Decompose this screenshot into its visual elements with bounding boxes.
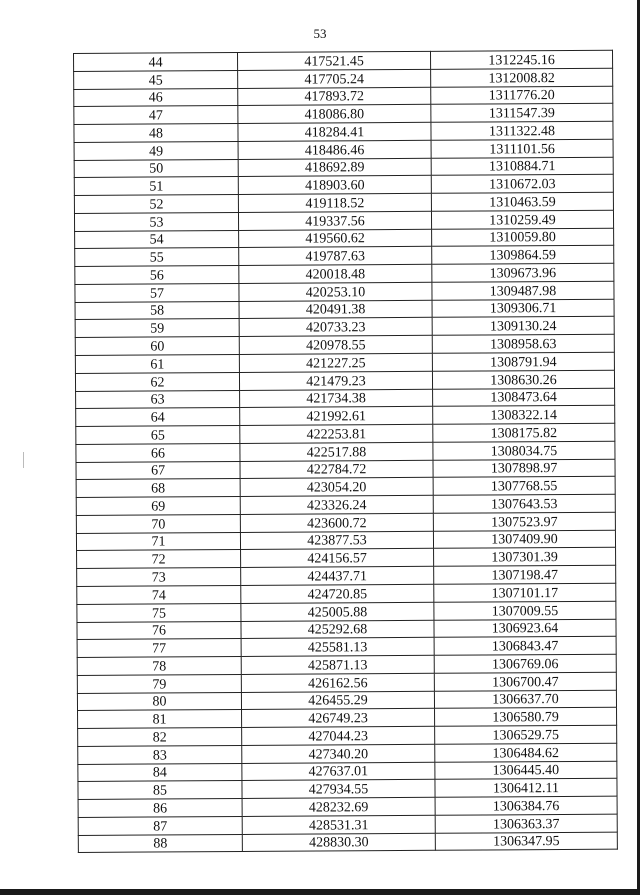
x-coordinate-cell: 425581.13	[241, 638, 434, 657]
y-coordinate-cell: 1306769.06	[434, 654, 616, 673]
y-coordinate-cell: 1309673.96	[432, 263, 614, 282]
x-coordinate-cell: 426749.23	[242, 709, 435, 728]
x-coordinate-cell: 428232.69	[242, 797, 435, 816]
x-coordinate-cell: 421227.25	[239, 353, 432, 372]
y-coordinate-cell: 1310463.59	[431, 192, 613, 211]
x-coordinate-cell: 422784.72	[240, 460, 433, 479]
point-number-cell: 76	[77, 621, 241, 640]
point-number-cell: 67	[76, 461, 240, 480]
y-coordinate-cell: 1310059.80	[432, 228, 614, 247]
point-number-cell: 65	[76, 426, 240, 445]
y-coordinate-cell: 1307768.55	[433, 477, 615, 496]
x-coordinate-cell: 422253.81	[240, 424, 433, 443]
point-number-cell: 83	[78, 745, 242, 764]
point-number-cell: 69	[76, 497, 240, 516]
y-coordinate-cell: 1306363.37	[435, 814, 617, 833]
y-coordinate-cell: 1310884.71	[431, 157, 613, 176]
x-coordinate-cell: 421992.61	[240, 407, 433, 426]
point-number-cell: 79	[77, 674, 241, 693]
x-coordinate-cell: 420978.55	[239, 336, 432, 355]
point-number-cell: 64	[76, 408, 240, 427]
y-coordinate-cell: 1311101.56	[431, 139, 613, 158]
point-number-cell: 48	[74, 124, 238, 143]
point-number-cell: 73	[77, 568, 241, 587]
coordinates-table-wrapper	[73, 50, 614, 857]
y-coordinate-cell: 1308322.14	[433, 406, 615, 425]
y-coordinate-cell: 1307898.97	[433, 459, 615, 478]
x-coordinate-cell: 424156.57	[241, 549, 434, 568]
y-coordinate-cell: 1308958.63	[432, 334, 614, 353]
x-coordinate-cell: 424720.85	[241, 584, 434, 603]
x-coordinate-cell: 420491.38	[239, 300, 432, 319]
point-number-cell: 72	[77, 550, 241, 569]
y-coordinate-cell: 1308791.94	[432, 352, 614, 371]
point-number-cell: 81	[78, 710, 242, 729]
x-coordinate-cell: 426455.29	[241, 691, 434, 710]
y-coordinate-cell: 1306580.79	[435, 708, 617, 727]
y-coordinate-cell: 1306347.95	[435, 832, 617, 851]
point-number-cell: 51	[74, 177, 238, 196]
x-coordinate-cell: 418903.60	[238, 176, 431, 195]
y-coordinate-cell: 1309864.59	[432, 246, 614, 265]
point-number-cell: 56	[75, 266, 239, 285]
x-coordinate-cell: 423326.24	[240, 495, 433, 514]
point-number-cell: 63	[76, 390, 240, 409]
x-coordinate-cell: 425005.88	[241, 602, 434, 621]
y-coordinate-cell: 1312245.16	[430, 50, 612, 69]
y-coordinate-cell: 1309130.24	[432, 317, 614, 336]
y-coordinate-cell: 1306484.62	[435, 743, 617, 762]
y-coordinate-cell: 1306700.47	[434, 672, 616, 691]
y-coordinate-cell: 1311322.48	[431, 121, 613, 140]
point-number-cell: 46	[74, 88, 238, 107]
x-coordinate-cell: 427340.20	[242, 744, 435, 763]
x-coordinate-cell: 419560.62	[239, 229, 432, 248]
point-number-cell: 45	[74, 70, 238, 89]
y-coordinate-cell: 1306445.40	[435, 761, 617, 780]
point-number-cell: 57	[75, 283, 239, 302]
y-coordinate-cell: 1310259.49	[431, 210, 613, 229]
x-coordinate-cell: 418086.80	[238, 105, 431, 124]
y-coordinate-cell: 1308034.75	[433, 441, 615, 460]
x-coordinate-cell: 428830.30	[242, 833, 435, 852]
y-coordinate-cell: 1306412.11	[435, 779, 617, 798]
point-number-cell: 88	[78, 834, 242, 853]
x-coordinate-cell: 418486.46	[238, 140, 431, 159]
x-coordinate-cell: 427637.01	[242, 762, 435, 781]
x-coordinate-cell: 428531.31	[242, 815, 435, 834]
x-coordinate-cell: 423600.72	[240, 513, 433, 532]
point-number-cell: 75	[77, 603, 241, 622]
point-number-cell: 44	[74, 52, 238, 71]
x-coordinate-cell: 426162.56	[241, 673, 434, 692]
point-number-cell: 54	[75, 230, 239, 249]
y-coordinate-cell: 1307101.17	[434, 583, 616, 602]
point-number-cell: 62	[75, 372, 239, 391]
point-number-cell: 59	[75, 319, 239, 338]
x-coordinate-cell: 417705.24	[238, 69, 431, 88]
point-number-cell: 68	[76, 479, 240, 498]
scan-edge-bottom	[0, 889, 640, 895]
y-coordinate-cell: 1308473.64	[433, 388, 615, 407]
y-coordinate-cell: 1307301.39	[434, 548, 616, 567]
coordinates-table	[73, 50, 618, 854]
point-number-cell: 49	[74, 141, 238, 160]
point-number-cell: 53	[74, 212, 238, 231]
point-number-cell: 47	[74, 106, 238, 125]
scan-mark	[23, 452, 24, 468]
y-coordinate-cell: 1307198.47	[434, 565, 616, 584]
y-coordinate-cell: 1311776.20	[431, 86, 613, 105]
y-coordinate-cell: 1311547.39	[431, 104, 613, 123]
x-coordinate-cell: 420733.23	[239, 318, 432, 337]
y-coordinate-cell: 1307009.55	[434, 601, 616, 620]
x-coordinate-cell: 427044.23	[242, 726, 435, 745]
x-coordinate-cell: 419787.63	[239, 247, 432, 266]
point-number-cell: 84	[78, 763, 242, 782]
point-number-cell: 82	[78, 728, 242, 747]
point-number-cell: 55	[75, 248, 239, 267]
y-coordinate-cell: 1306923.64	[434, 619, 616, 638]
point-number-cell: 74	[77, 585, 241, 604]
point-number-cell: 80	[77, 692, 241, 711]
point-number-cell: 58	[75, 301, 239, 320]
x-coordinate-cell: 419337.56	[238, 211, 431, 230]
x-coordinate-cell: 424437.71	[241, 567, 434, 586]
point-number-cell: 86	[78, 799, 242, 818]
y-coordinate-cell: 1307643.53	[433, 494, 615, 513]
x-coordinate-cell: 419118.52	[238, 193, 431, 212]
x-coordinate-cell: 427934.55	[242, 780, 435, 799]
x-coordinate-cell: 422517.88	[240, 442, 433, 461]
y-coordinate-cell: 1309306.71	[432, 299, 614, 318]
table-row	[78, 832, 617, 853]
y-coordinate-cell: 1306843.47	[434, 636, 616, 655]
y-coordinate-cell: 1308175.82	[433, 423, 615, 442]
y-coordinate-cell: 1307523.97	[433, 512, 615, 531]
point-number-cell: 70	[76, 514, 240, 533]
coordinates-table-body	[74, 50, 618, 853]
point-number-cell: 77	[77, 639, 241, 658]
point-number-cell: 87	[78, 816, 242, 835]
x-coordinate-cell: 418284.41	[238, 122, 431, 141]
page-number: 53	[313, 26, 327, 41]
x-coordinate-cell: 417893.72	[238, 87, 431, 106]
point-number-cell: 52	[74, 195, 238, 214]
y-coordinate-cell: 1309487.98	[432, 281, 614, 300]
x-coordinate-cell: 421734.38	[240, 389, 433, 408]
x-coordinate-cell: 420253.10	[239, 282, 432, 301]
point-number-cell: 50	[74, 159, 238, 178]
x-coordinate-cell: 425871.13	[241, 655, 434, 674]
x-coordinate-cell: 418692.89	[238, 158, 431, 177]
x-coordinate-cell: 420018.48	[239, 264, 432, 283]
y-coordinate-cell: 1307409.90	[433, 530, 615, 549]
y-coordinate-cell: 1306384.76	[435, 796, 617, 815]
point-number-cell: 61	[75, 355, 239, 374]
point-number-cell: 78	[77, 657, 241, 676]
x-coordinate-cell: 425292.68	[241, 620, 434, 639]
y-coordinate-cell: 1310672.03	[431, 175, 613, 194]
x-coordinate-cell: 421479.23	[239, 371, 432, 390]
y-coordinate-cell: 1308630.26	[432, 370, 614, 389]
y-coordinate-cell: 1306637.70	[434, 690, 616, 709]
x-coordinate-cell: 423877.53	[240, 531, 433, 550]
point-number-cell: 66	[76, 443, 240, 462]
y-coordinate-cell: 1306529.75	[435, 725, 617, 744]
point-number-cell: 60	[75, 337, 239, 356]
x-coordinate-cell: 423054.20	[240, 478, 433, 497]
point-number-cell: 85	[78, 781, 242, 800]
point-number-cell: 71	[76, 532, 240, 551]
x-coordinate-cell: 417521.45	[237, 51, 430, 70]
y-coordinate-cell: 1312008.82	[431, 68, 613, 87]
